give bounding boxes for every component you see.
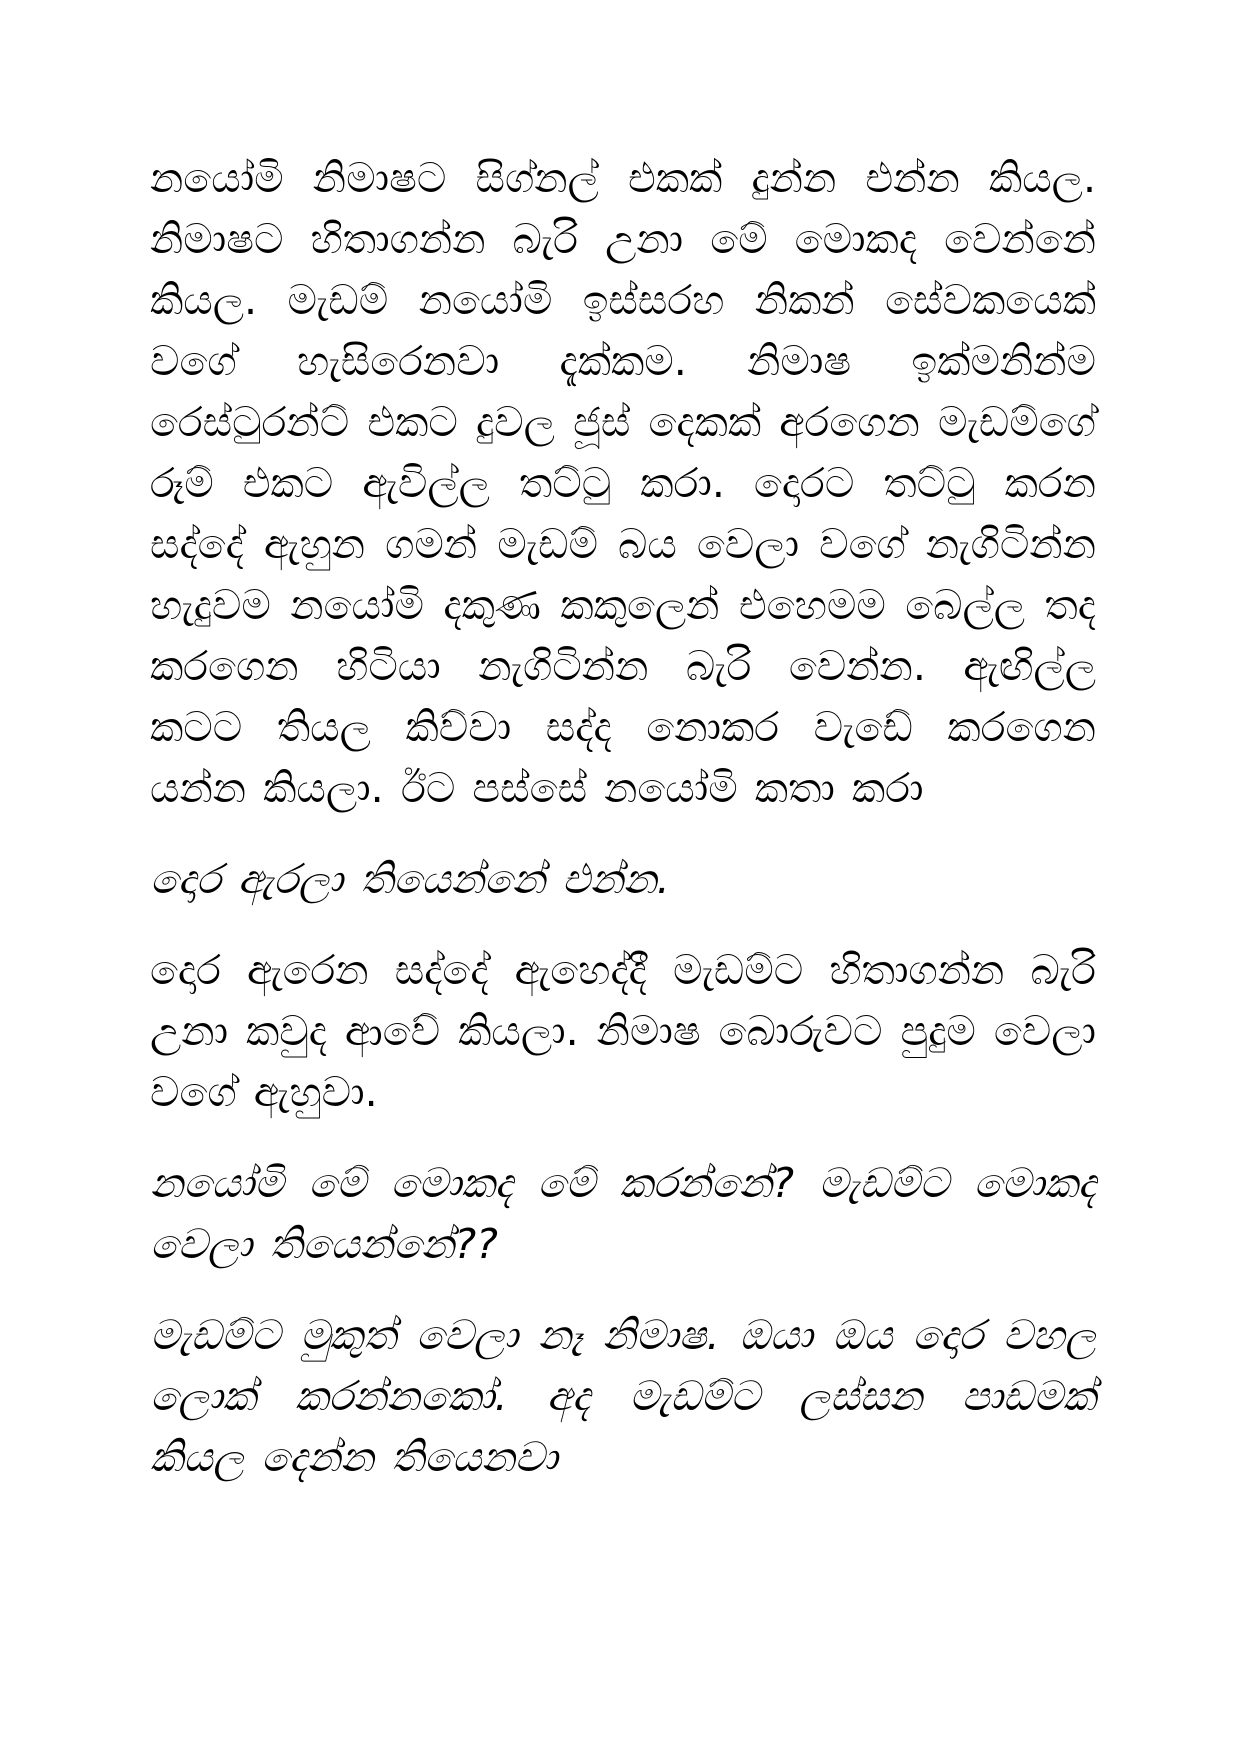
dialogue-paragraph: මැඩම්ට මුකුත් වෙලා නෑ නිමාෂ. ඔයා ඔය දොර වහල ලොක් කරන්නකෝ. අද මැඩම්ට ලස්සන පාඩමක් කියල දෙන්න තියෙනවා [150,1311,1096,1481]
narration-paragraph: නයෝමි නිමාෂට සිග්නල් එකක් දුන්න එන්න කියල. නිමාෂට හිතාගන්න බැරි උනා මේ මොකද වෙන්නේ කියල. මැඩම් නයෝමි ඉස්සරහ නිකන් සේවකයෙක් වගේ හැසිරෙනවා දැක්කම. නිමාෂ ඉක්මනින්ම රෙස්ටුරන්ට් එකට දුවල ජූස් දෙකක් අරගෙන මැඩම්ගේ රූම් එකට ඇවිල්ල තට්ටු කරා. දොරට තට්ටු කරන සද්දේ ඇහුන ගමන් මැඩම් බය වෙලා වගේ නැගිටින්න හැදුවම නයෝමි දකුණ කකුලෙන් එහෙමම බෙල්ල තද කරගෙන හිටියා නැගිටින්න බැරි වෙන්න. ඇඟිල්ල කටට තියල කිව්වා සද්ද නොකර වැඩේ කරගෙන යන්න කියලා. ඊට පස්සේ නයෝමි කතා කරා [150,154,1096,812]
dialogue-paragraph: දොර ඇරලා තියෙන්නේ එන්න. [150,855,670,903]
document-page [150,148,1096,1518]
narration-paragraph: දොර ඇරෙන සද්දේ ඇහෙද්දී මැඩම්ට හිතාගන්න බැරි උනා කවුද ආවේ කියලා. නිමාෂ බොරුවට පුදුම වෙලා වගේ ඇහුවා. [150,946,1096,1116]
dialogue-paragraph: නයෝමි මේ මොකද මේ කරන්නේ? මැඩම්ට මොකද වෙලා තියෙන්නේ?? [150,1159,1096,1268]
